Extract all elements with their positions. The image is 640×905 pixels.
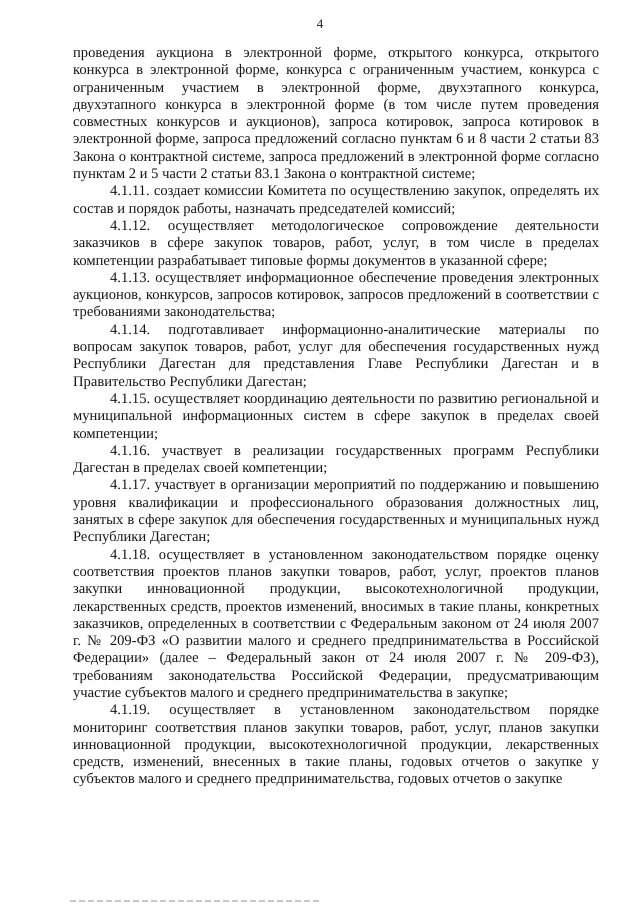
document-body xyxy=(73,45,599,789)
paragraph-continuation: проведения аукциона в электронной форме, открытого конкурса, открытого конкурса в электронной форме, конкурса с ограниченным участием, конкурса с ограниченным участием в электронной форме, двухэтапного конкурса, двухэтапного конкурса в электронной форме (в том числе путем проведения совместных конкурсов и аукционов), запроса котировок, запроса котировок в электронной форме, запроса предложений согласно пунктам 6 и 8 части 2 статьи 83 Закона о контрактной системе, запроса предложений в электронной форме согласно пунктам 2 и 5 части 2 статьи 83.1 Закона о контрактной системе; xyxy=(73,45,599,183)
paragraph-4-1-11: 4.1.11. создает комиссии Комитета по осуществлению закупок, определять их состав и порядок работы, назначать председателей комиссий; xyxy=(73,183,599,217)
paragraph-4-1-18: 4.1.18. осуществляет в установленном законодательством порядке оценку соответствия проектов планов закупки товаров, работ, услуг, проектов планов закупки инновационной продукции, высокотехнологичной продукции, лекарственных средств, проектов изменений, вносимых в такие планы, конкретных заказчиков, определенных в соответствии с Федеральным законом от 24 июля 2007 г. № 209-ФЗ «О развитии малого и среднего предпринимательства в Российской Федерации» (далее – Федеральный закон от 24 июля 2007 г. № 209-ФЗ), требованиям законодательства Российской Федерации, предусматривающим участие субъектов малого и среднего предпринимательства в закупке; xyxy=(73,546,599,701)
paragraph-4-1-19: 4.1.19. осуществляет в установленном законодательством порядке мониторинг соответствия планов закупки товаров, работ, услуг, планов закупки инновационной продукции, высокотехнологичной продукции, лекарственных средств, изменений, внесенных в такие планы, годовых отчетов о закупке у субъектов малого и среднего предпринимательства, годовых отчетов о закупке xyxy=(73,702,599,788)
paragraph-4-1-14: 4.1.14. подготавливает информационно-аналитические материалы по вопросам закупок товаров, работ, услуг для обеспечения государственных нужд Республики Дагестан для представления Главе Республики Дагестан и в Правительство Республики Дагестан; xyxy=(73,321,599,390)
scan-edge-artifact xyxy=(70,900,320,902)
paragraph-4-1-15: 4.1.15. осуществляет координацию деятельности по развитию региональной и муниципальной информационных систем в сфере закупок в пределах своей компетенции; xyxy=(73,390,599,442)
paragraph-4-1-13: 4.1.13. осуществляет информационное обеспечение проведения электронных аукционов, конкурсов, запросов котировок, запросов предложений в соответствии с требованиями законодательства; xyxy=(73,269,599,321)
paragraph-4-1-16: 4.1.16. участвует в реализации государственных программ Республики Дагестан в пределах своей компетенции; xyxy=(73,442,599,477)
paragraph-4-1-17: 4.1.17. участвует в организации мероприятий по поддержанию и повышению уровня квалификации и профессионального образования должностных лиц, занятых в сфере закупок для обеспечения государственных и муниципальных нужд Республики Дагестан; xyxy=(73,477,599,546)
paragraph-4-1-12: 4.1.12. осуществляет методологическое сопровождение деятельности заказчиков в сфере закупок товаров, работ, услуг, в том числе в пределах компетенции разрабатывает типовые формы документов в указанной сфере; xyxy=(73,217,599,269)
page-number: 4 xyxy=(316,16,324,31)
